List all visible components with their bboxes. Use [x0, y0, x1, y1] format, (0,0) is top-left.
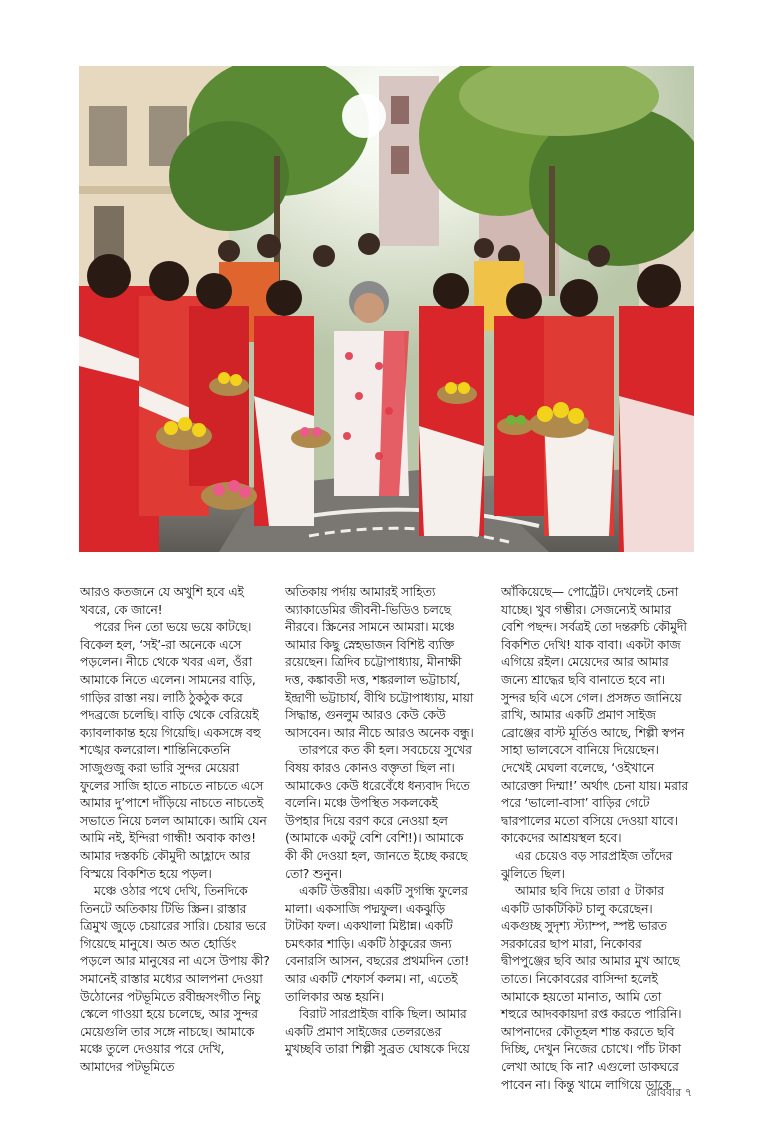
paragraph: আরও কতজনে যে অখুশি হবে এই খবরে, কে জানে!: [80, 584, 244, 617]
paragraph: আঁকিয়েছে— পোর্ট্রেট। দেখলেই চেনা যাচ্ছে। খুব গম্ভীর। সেজন্যেই আমার বেশি পছন্দ। সর্বত্রই তো দন্তরুচি কৌমুদী বিকশিত দেখি! যাক বাবা। একটা কাজ এগিয়ে রইল। মেয়েদের আর আমার জন্যে শ্রাদ্ধের ছবি বানাতে হবে না। সুন্দর ছবি এসে গেল। প্রসঙ্গত জানিয়ে রাখি, আমার একটি প্রমাণ সাইজ ব্রোঞ্জের বাস্ট মূর্তিও আছে, শিল্পী স্বপন সাহা ভালবেসে বানিয়ে দিয়েছেন। দেখেই মেঘলা বলেছে, ‘ওইখানে আরেক্তা দিম্মা!’ অর্থাৎ চেনা যায়। মরার পরে ‘ভালো-বাসা’ বাড়ির গেটে দ্বারপালের মতো বসিয়ে দেওয়া যাবে। কাকেদের আশ্রয়স্থল হবে।: [501, 584, 688, 846]
page-footer: রোববার ৭: [646, 1086, 692, 1099]
article-column-1: [80, 583, 270, 1076]
paragraph: আমার ছবি দিয়ে তারা ৫ টাকার একটি ডাকটিকিট চালু করেছেন। একগুচ্ছ সুদৃশ্য স্ট্যাম্প, স্পষ্ট ভারত সরকারের ছাপ মারা, নিকোবর দ্বীপপুঞ্জের ছবি আর আমার মুখ আছে তাতে। নিকোবরের বাসিন্দা হলেই আমাকে হয়তো মানাত, আমি তো শহুরে আদবকায়দা রপ্ত করতে পারিনি। আপনাদের কৌতূহল শান্ত করতে ছবি দিচ্ছি, দেখুন নিজের চোখে। পাঁচ টাকা লেখা আছে কি না? এগুলো ডাকঘরে পাবেন না। কিন্তু খামে লাগিয়ে ডাকে: [501, 883, 682, 1092]
paragraph: একটি উত্তরীয়। একটি সুগন্ধি ফুলের মালা। একসাজি পদ্মফুল। একঝুড়ি টাটকা ফল। একথালা মিষ্টান্ন। একটি চমৎকার শাড়ি। একটি ঠাকুরের জন্য বেনারসি আসন, বছরের প্রথমদিন তো! আর একটি শেফার্স কলম। না, এতেই তালিকার অন্ত হয়নি।: [285, 883, 470, 1004]
paragraph: এর চেয়েও বড় সারপ্রাইজ তাঁদের ঝুলিতে ছিল।: [501, 847, 673, 881]
paragraph: পরের দিন তো ভয়ে ভয়ে কাটছে। বিকেল হল, ‘সই’-রা অনেকে এসে পড়লেন। নীচে থেকে খবর এল, ওঁরা আমাকে নিতে এলেন। সামনের বাড়ি, গাড়ির রাস্তা নয়। লাঠি ঠুকঠুক করে পদব্রজে চলেছি। বাড়ি থেকে বেরিয়েই ক্যাবলাকান্ত হয়ে গিয়েছি। একসঙ্গে বহু শঙ্খের কলরোল। শান্তিনিকেতনি সাজুগুজু করা ভারি সুন্দর মেয়েরা ফুলের সাজি হাতে নাচতে নাচতে এসে আমার দু’পাশে দাঁড়িয়ে নাচতে নাচতেই সভাতে নিয়ে চলল আমাকে। আমি যেন আমি নই, ইন্দিরা গান্ধী! অবাক কাণ্ড! আমার দস্তকচি কৌমুদী আহ্লাদে আর বিস্ময়ে বিকশিত হয়ে পড়ল।: [80, 619, 267, 881]
festival-photo-illustration: [79, 66, 694, 552]
feature-photo: [79, 66, 694, 552]
paragraph: তারপরে কত কী হল। সবচেয়ে সুখের বিষয় কারও কোনও বক্তৃতা ছিল না। আমাকেও কেউ ধরেবেঁধে ধন্যবাদ দিতে বলেনি। মঞ্চে উপস্থিত সকলকেই উপহার দিয়ে বরণ করে নেওয়া হল (আমাকে একটু বেশি বেশি!)। আমাকে কী কী দেওয়া হল, জানতে ইচ্ছে করছে তো? শুনুন।: [285, 742, 472, 881]
article-column-2: [285, 583, 475, 1058]
paragraph: অতিকায় পর্দায় আমারই সাহিত্য অ্যাকাডেমির জীবনী-ভিডিও চলছে নীরবে। স্ক্রিনের সামনে আমরা। মঞ্চে আমার কিছু স্নেহভাজন বিশিষ্ট ব্যক্তি রয়েছেন। ত্রিদিব চট্টোপাধ্যায়, মীনাক্ষী দত্ত, কঙ্কাবতী দত্ত, শঙ্করলাল ভট্টাচার্য, ইন্দ্রাণী ভট্টাচার্য, বীথি চট্টোপাধ্যায়, মায়া সিদ্ধান্ত, গুনলুম আরও কেউ কেউ আসবেন। আর নীচে আরও অনেক বন্ধু।: [285, 584, 474, 740]
paragraph: বিরাট সারপ্রাইজ বাকি ছিল। আমার একটি প্রমাণ সাইজের তেলরঙের মুখচ্ছবি তারা শিল্পী সুব্রত ঘোষকে দিয়ে: [285, 1006, 470, 1057]
article-column-3: [501, 583, 691, 1093]
paragraph: মঞ্চে ওঠার পথে দেখি, তিনদিকে তিনটে অতিকায় টিভি স্ক্রিন। রাস্তার ত্রিমুখ জুড়ে চেয়ারের সারি। চেয়ার ভরে গিয়েছে মানুষে। অত অত হোর্ডিং পড়লে আর মানুষের না এসে উপায় কী? সমানেই রাস্তার মধ্যের আলপনা দেওয়া উঠোনের পটভূমিতে রবীন্দ্রসংগীত নিচু স্কেলে গাওয়া হয়ে চলেছে, আর সুন্দর মেয়েগুলি তার সঙ্গে নাচছে। আমাকে মঞ্চে তুলে দেওয়ার পরে দেখি, আমাদের পটভূমিতে: [80, 883, 270, 1075]
